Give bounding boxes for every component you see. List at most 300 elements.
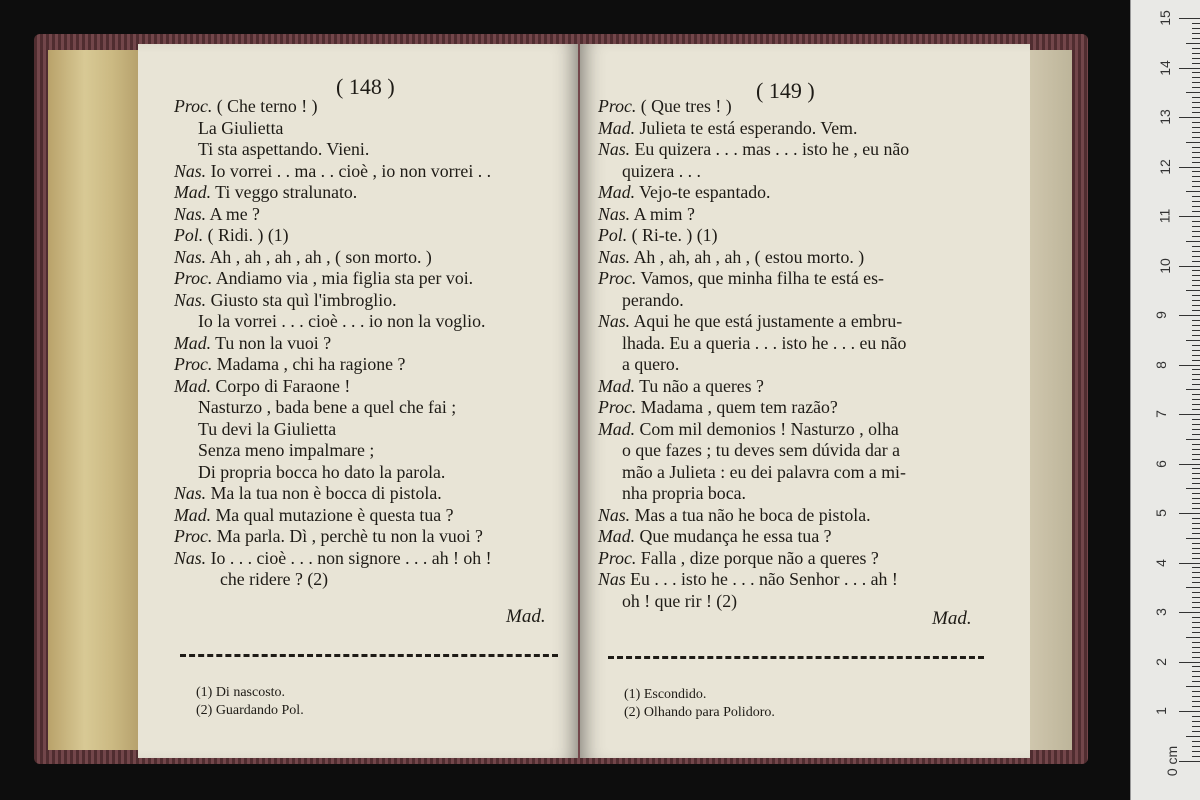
text-line [598,376,909,398]
ruler-label: 9 [1152,311,1169,319]
text-line [598,397,909,419]
speaker-label: Mad. [598,375,636,396]
ruler-label: 11 [1156,208,1173,224]
ruler-tick [1179,513,1200,514]
line-text: quizera . . . [622,160,701,181]
ruler-tick [1186,488,1200,489]
ruler-label: 13 [1156,109,1173,125]
text-line [174,505,492,527]
ruler-tick [1192,147,1200,148]
text-line [174,548,492,570]
text-line [598,462,909,484]
line-text: Corpo di Faraone ! [211,375,351,396]
text-line [598,333,909,355]
ruler-tick [1192,642,1200,643]
line-text: Julieta te está esperando. Vem. [635,117,858,138]
ruler-label: 14 [1156,59,1173,76]
text-line [598,118,909,140]
ruler-tick [1192,577,1200,578]
text-line [598,483,909,505]
speaker-label: Nas. [174,483,207,503]
line-text: Tu non la vuoi ? [211,332,332,353]
text-line [598,569,909,591]
ruler-tick [1192,23,1200,24]
speaker-label: Mad. [598,182,636,202]
footnote: (1) Escondido. [624,687,707,702]
ruler-tick [1192,28,1200,29]
text-line [174,419,492,441]
line-text: Senza meno impalmare ; [198,440,375,460]
page-edges-right [1030,50,1072,750]
text-line [598,548,909,570]
ruler-tick [1192,647,1200,648]
ruler-tick [1192,122,1200,123]
ruler-label: 3 [1152,608,1169,616]
ruler-tick [1192,355,1200,356]
ruler-tick [1192,325,1200,326]
footnotes [196,684,304,720]
footnote-rule [608,656,984,663]
ruler-tick [1192,152,1200,153]
ruler-tick [1192,82,1200,83]
line-text: perando. [622,289,684,310]
ruler-tick [1192,523,1200,524]
ruler-tick [1192,256,1200,257]
ruler-tick [1192,731,1200,732]
ruler-tick [1192,518,1200,519]
ruler-tick [1192,721,1200,722]
page-edges-left [48,50,140,750]
ruler-tick [1179,761,1200,762]
ruler-tick [1192,206,1200,207]
speaker-label: Proc. [598,96,637,116]
text-line [598,591,909,613]
ruler-tick [1192,671,1200,672]
ruler-tick [1192,360,1200,361]
ruler-tick [1192,231,1200,232]
text-line [174,161,492,183]
ruler-tick [1192,236,1200,237]
ruler-tick [1192,706,1200,707]
ruler-tick [1192,498,1200,499]
ruler-label: 10 [1156,257,1173,274]
line-text: Di propria bocca ho dato la parola. [198,461,446,482]
line-text: Ti veggo stralunato. [211,182,358,202]
line-text: Ma qual mutazione è questa tua ? [211,504,454,525]
line-text: che ridere ? (2) [220,569,329,589]
line-text: Io . . . cioè . . . non signore . . . ah ! oh ! [206,547,492,568]
ruler-tick [1192,335,1200,336]
ruler-tick [1192,716,1200,717]
line-text: Aqui he que está justamente a embru- [630,311,903,331]
ruler-tick [1192,676,1200,677]
ruler-tick [1192,162,1200,163]
ruler-label: 12 [1156,158,1173,175]
ruler-tick [1192,87,1200,88]
line-text: Ti sta aspettando. Vieni. [198,139,370,159]
line-text: Nasturzo , bada bene a quel che fai ; [198,397,457,417]
ruler-tick [1192,261,1200,262]
ruler-tick [1192,379,1200,380]
ruler-tick [1192,181,1200,182]
line-text: a quero. [622,354,680,374]
speaker-label: Proc. [174,526,213,546]
ruler-tick [1192,132,1200,133]
ruler-tick [1192,404,1200,405]
text-line [174,139,492,161]
line-text: Mas a tua não he boca de pistola. [630,504,871,525]
text-line [598,311,909,333]
line-text: Ah , ah, ah , ah , ( estou morto. ) [630,246,865,267]
text-line [174,247,492,269]
ruler-tick [1192,434,1200,435]
ruler-tick [1186,587,1200,588]
line-text: Eu quizera . . . mas . . . isto he , eu não [630,139,910,159]
ruler-tick [1192,58,1200,59]
ruler-tick [1192,746,1200,747]
text-line [598,161,909,183]
text-line [598,225,909,247]
ruler-tick [1186,736,1200,737]
ruler-tick [1192,666,1200,667]
catchword: Mad. [506,606,546,627]
ruler-tick [1192,384,1200,385]
ruler-tick [1186,439,1200,440]
line-text: Vamos, que minha filha te está es- [636,268,884,288]
ruler-tick [1192,176,1200,177]
ruler-tick [1192,701,1200,702]
ruler-tick [1179,711,1200,712]
line-text: o que fazes ; tu deves sem dúvida dar a [622,440,900,460]
text-line [174,569,492,591]
catchword: Mad. [932,608,972,629]
ruler-tick [1192,112,1200,113]
ruler-tick [1192,295,1200,296]
ruler-tick [1192,627,1200,628]
ruler-tick [1192,756,1200,757]
ruler-tick [1192,652,1200,653]
speaker-label: Nas. [174,246,207,267]
text-line [174,462,492,484]
line-text: oh ! que rir ! (2) [622,590,738,611]
ruler-tick [1179,464,1200,465]
ruler-tick [1192,226,1200,227]
line-text: Que mudança he essa tua ? [635,526,832,546]
ruler-tick [1192,53,1200,54]
ruler-tick [1192,251,1200,252]
text-line [174,311,492,333]
line-text: Falla , dize porque não a queres ? [636,547,879,568]
ruler-tick [1192,196,1200,197]
text-line [598,204,909,226]
text-line [174,440,492,462]
speaker-label: Nas. [174,547,207,568]
line-text: ( Ridi. ) (1) [203,225,289,245]
ruler-tick [1192,280,1200,281]
text-block [598,96,909,612]
measuring-ruler [1130,0,1200,800]
ruler-tick [1192,582,1200,583]
page-number: ( 149 ) [756,78,815,103]
line-text: ( Che terno ! ) [212,96,318,116]
speaker-label: Nas. [598,246,631,267]
speaker-label: Nas [598,569,626,589]
speaker-label: Mad. [174,332,212,353]
ruler-tick [1192,48,1200,49]
line-text: Ah , ah , ah , ah , ( son morto. ) [206,246,432,267]
line-text: Tu não a queres ? [635,375,764,396]
speaker-label: Pol. [598,225,628,245]
line-text: ( Ri-te. ) (1) [627,225,718,245]
text-line [174,333,492,355]
ruler-label: 5 [1152,509,1169,517]
ruler-tick [1192,567,1200,568]
ruler-label: 7 [1152,410,1169,418]
text-line [598,419,909,441]
text-line [174,96,492,118]
speaker-label: Proc. [174,96,213,116]
ruler-tick [1192,186,1200,187]
ruler-tick [1192,320,1200,321]
ruler-tick [1192,696,1200,697]
ruler-tick [1192,449,1200,450]
ruler-label: 15 [1156,10,1173,26]
speaker-label: Nas. [174,203,207,224]
speaker-label: Proc. [598,268,637,288]
ruler-tick [1186,538,1200,539]
ruler-tick [1192,444,1200,445]
ruler-tick [1192,533,1200,534]
left-page [138,44,578,758]
ruler-tick [1192,508,1200,509]
ruler-tick [1179,117,1200,118]
ruler-tick [1179,365,1200,366]
text-line [174,268,492,290]
ruler-tick [1192,38,1200,39]
ruler-tick [1192,503,1200,504]
ruler-label: 8 [1152,360,1169,369]
ruler-tick [1192,211,1200,212]
page-number: ( 148 ) [336,74,395,99]
ruler-tick [1192,394,1200,395]
text-line [598,505,909,527]
line-text: A mim ? [630,203,695,224]
line-text: Eu . . . isto he . . . não Senhor . . . ah ! [625,569,898,589]
text-line [174,526,492,548]
ruler-tick [1192,483,1200,484]
ruler-tick [1192,399,1200,400]
ruler-tick [1192,429,1200,430]
text-line [174,483,492,505]
ruler-tick [1186,686,1200,687]
line-text: Madama , quem tem razão? [636,397,838,417]
ruler-tick [1179,68,1200,69]
ruler-tick [1192,528,1200,529]
ruler-tick [1192,201,1200,202]
line-text: Ma parla. Dì , perchè tu non la vuoi ? [212,526,483,546]
line-text: A me ? [206,203,260,224]
ruler-tick [1192,632,1200,633]
ruler-label: 1 [1152,707,1169,715]
ruler-label: 0 cm [1164,745,1181,776]
text-line [598,440,909,462]
ruler-tick [1192,681,1200,682]
text-line [598,354,909,376]
ruler-tick [1192,369,1200,370]
ruler-tick [1192,285,1200,286]
ruler-tick [1192,171,1200,172]
line-text: La Giulietta [198,117,284,138]
ruler-tick [1192,419,1200,420]
ruler-tick [1192,300,1200,301]
text-block [174,96,492,591]
line-text: Com mil demonios ! Nasturzo , olha [635,418,899,439]
speaker-label: Mad. [174,375,212,396]
ruler-tick [1192,345,1200,346]
right-page [580,44,1030,758]
speaker-label: Mad. [598,418,636,439]
ruler-tick [1192,310,1200,311]
ruler-tick [1186,142,1200,143]
footnotes [624,686,775,722]
ruler-tick [1186,637,1200,638]
line-text: Madama , chi ha ragione ? [212,354,406,374]
ruler-tick [1192,558,1200,559]
speaker-label: Proc. [598,547,637,568]
ruler-tick [1192,77,1200,78]
ruler-tick [1192,270,1200,271]
ruler-tick [1179,18,1200,19]
ruler-tick [1192,107,1200,108]
ruler-tick [1192,622,1200,623]
ruler-label: 6 [1152,459,1169,468]
text-line [598,526,909,548]
text-line [598,139,909,161]
speaker-label: Mad. [598,117,636,138]
ruler-tick [1192,691,1200,692]
ruler-tick [1192,741,1200,742]
ruler-tick [1192,221,1200,222]
line-text: Andiamo via , mia figlia sta per voi. [212,268,474,288]
speaker-label: Nas. [598,311,631,331]
text-line [598,247,909,269]
line-text: Giusto sta quì l'imbroglio. [206,289,397,310]
ruler-tick [1192,459,1200,460]
ruler-tick [1192,409,1200,410]
line-text: Io la vorrei . . . cioè . . . io non la voglio. [198,311,486,331]
ruler-tick [1179,266,1200,267]
ruler-tick [1192,157,1200,158]
ruler-tick [1192,543,1200,544]
ruler-tick [1179,612,1200,613]
ruler-tick [1186,92,1200,93]
ruler-tick [1192,468,1200,469]
ruler-tick [1192,607,1200,608]
speaker-label: Proc. [174,268,213,288]
ruler-tick [1192,246,1200,247]
ruler-label: 2 [1152,657,1169,666]
text-line [174,204,492,226]
ruler-tick [1192,454,1200,455]
speaker-label: Nas. [174,160,207,181]
ruler-tick [1192,572,1200,573]
line-text: Io vorrei . . ma . . cioè , io non vorrei . . [206,160,492,181]
speaker-label: Pol. [174,225,204,245]
ruler-tick [1186,191,1200,192]
ruler-tick [1192,63,1200,64]
footnote: (2) Olhando para Polidoro. [624,705,775,720]
ruler-tick [1192,726,1200,727]
speaker-label: Mad. [174,504,212,525]
ruler-tick [1192,751,1200,752]
ruler-tick [1186,290,1200,291]
ruler-tick [1192,137,1200,138]
ruler-tick [1186,43,1200,44]
text-line [174,118,492,140]
ruler-tick [1179,414,1200,415]
text-line [598,182,909,204]
speaker-label: Nas. [598,504,631,525]
ruler-tick [1192,305,1200,306]
text-line [598,268,909,290]
ruler-tick [1186,241,1200,242]
ruler-tick [1192,592,1200,593]
text-line [174,397,492,419]
line-text: mão a Julieta : eu dei palavra com a mi- [622,461,906,482]
speaker-label: Mad. [174,182,212,202]
ruler-tick [1179,315,1200,316]
ruler-tick [1192,478,1200,479]
ruler-tick [1179,167,1200,168]
text-line [174,225,492,247]
line-text: nha propria boca. [622,483,746,503]
line-text: ( Que tres ! ) [636,96,732,116]
ruler-tick [1192,275,1200,276]
ruler-tick [1179,216,1200,217]
speaker-label: Proc. [174,354,213,374]
ruler-tick [1192,548,1200,549]
footnote: (2) Guardando Pol. [196,703,304,718]
text-line [598,290,909,312]
ruler-tick [1192,127,1200,128]
ruler-tick [1192,330,1200,331]
footnote-rule [180,654,558,661]
ruler-tick [1192,657,1200,658]
line-text: Ma la tua non è bocca di pistola. [206,483,442,503]
speaker-label: Nas. [598,139,631,159]
ruler-tick [1192,597,1200,598]
speaker-label: Proc. [598,397,637,417]
ruler-tick [1192,72,1200,73]
ruler-tick [1192,97,1200,98]
line-text: Vejo-te espantado. [635,182,771,202]
ruler-tick [1192,473,1200,474]
ruler-tick [1192,350,1200,351]
ruler-tick [1192,424,1200,425]
text-line [598,96,909,118]
speaker-label: Mad. [598,526,636,546]
line-text: Tu devi la Giulietta [198,418,337,439]
text-line [174,354,492,376]
ruler-tick [1192,33,1200,34]
ruler-tick [1179,662,1200,663]
ruler-tick [1192,553,1200,554]
footnote: (1) Di nascosto. [196,685,286,700]
ruler-tick [1192,602,1200,603]
text-line [174,376,492,398]
ruler-tick [1192,374,1200,375]
ruler-tick [1186,340,1200,341]
